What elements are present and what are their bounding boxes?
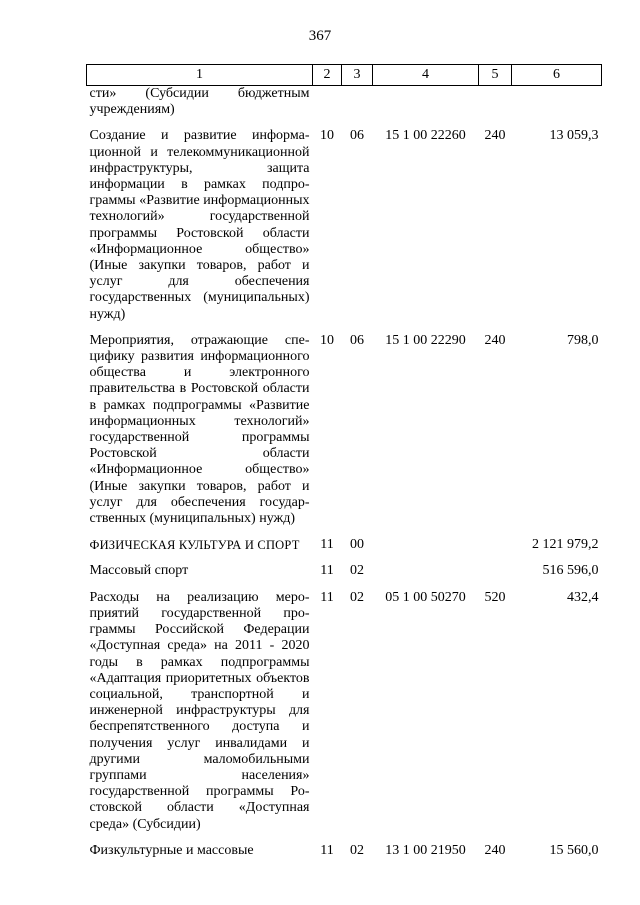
table-row [87,590,602,843]
table-row [87,86,602,129]
column-header: 5 [479,65,512,86]
row-section: 11 [320,589,334,605]
table-row [87,563,602,589]
table-row [87,843,602,869]
row-section [313,86,342,129]
row-subsection: 06 [350,128,364,144]
page-number: 367 [308,28,332,44]
table-row [87,128,602,332]
row-target-code: 15 1 00 22260 [385,128,466,144]
row-amount: 432,4 [567,589,599,605]
row-section: 11 [320,563,334,579]
row-subsection: 00 [350,537,364,553]
row-target-code [373,537,479,563]
row-amount: 2 121 979,2 [532,537,599,553]
column-header: 2 [313,65,342,86]
row-description: Массовый спорт [89,563,189,579]
row-amount: 516 596,0 [542,563,599,579]
row-description: ФИЗИЧЕСКАЯ КУЛЬТУРА И СПОРТ [89,538,300,553]
row-description: Создание и развитие информационной и телекоммуникационной инфраструктуры, защита информации в рамках подпрограммы «Развитие информационных технологий» государственной программы Ростовской области «Информационное общество» (Иные закупки товаров, работ и услуг для обеспечения государственных (муниципальных) нужд) [89,128,310,322]
row-section: 10 [320,128,334,144]
row-subsection: 02 [350,589,364,605]
row-subsection: 06 [350,332,364,348]
row-expense-type [479,563,512,589]
row-expense-type: 520 [484,589,506,605]
row-amount: 798,0 [567,332,599,348]
row-expense-type: 240 [484,128,506,144]
row-target-code: 15 1 00 22290 [385,332,466,348]
row-description: Расходы на реализацию мероприятий государственной программы Российской Федерации «Доступная среда» на 2011 - 2020 годы в рамках подпрограммы «Адаптация приоритетных объектов социальной, транспортной и инженерной инфраструктуры для беспрепятственного доступа и получения услуг инвалидами и другими маломобильными группами населения» государственной программы Ростовской области «Доступная среда» (Субсидии) [89,589,310,832]
table-header-row [87,65,602,86]
row-amount: 13 059,3 [549,128,599,144]
row-subsection: 02 [350,842,364,858]
column-header: 3 [342,65,373,86]
column-header: 6 [512,65,602,86]
row-expense-type: 240 [484,332,506,348]
table-row [87,537,602,563]
row-subsection: 02 [350,563,364,579]
row-expense-type [479,537,512,563]
row-section: 10 [320,332,334,348]
row-target-code: 13 1 00 21950 [385,842,466,858]
row-expense-type: 240 [484,842,506,858]
row-subsection [342,86,373,129]
row-section: 11 [320,537,334,553]
row-section: 11 [320,842,334,858]
row-description: Мероприятия, отражающие специфику развития информационного общества и электронного правительства в Ростовской области в рамках подпрограммы «Развитие информационных технологий» государственной программы Ростовской области «Информационное общество» (Иные закупки товаров, работ и услуг для обеспечения государственных (муниципальных) нужд) [89,332,310,527]
row-target-code [373,86,479,129]
budget-table [86,64,602,869]
row-description: сти» (Субсидии бюджетным учреждениям) [89,86,310,118]
row-expense-type [479,86,512,129]
row-description: Физкультурные и массовые [89,842,254,858]
row-amount [512,86,602,129]
column-header: 4 [373,65,479,86]
column-header: 1 [87,65,313,86]
row-target-code [373,563,479,589]
row-target-code: 05 1 00 50270 [385,589,466,605]
table-row [87,333,602,537]
row-amount: 15 560,0 [549,842,599,858]
